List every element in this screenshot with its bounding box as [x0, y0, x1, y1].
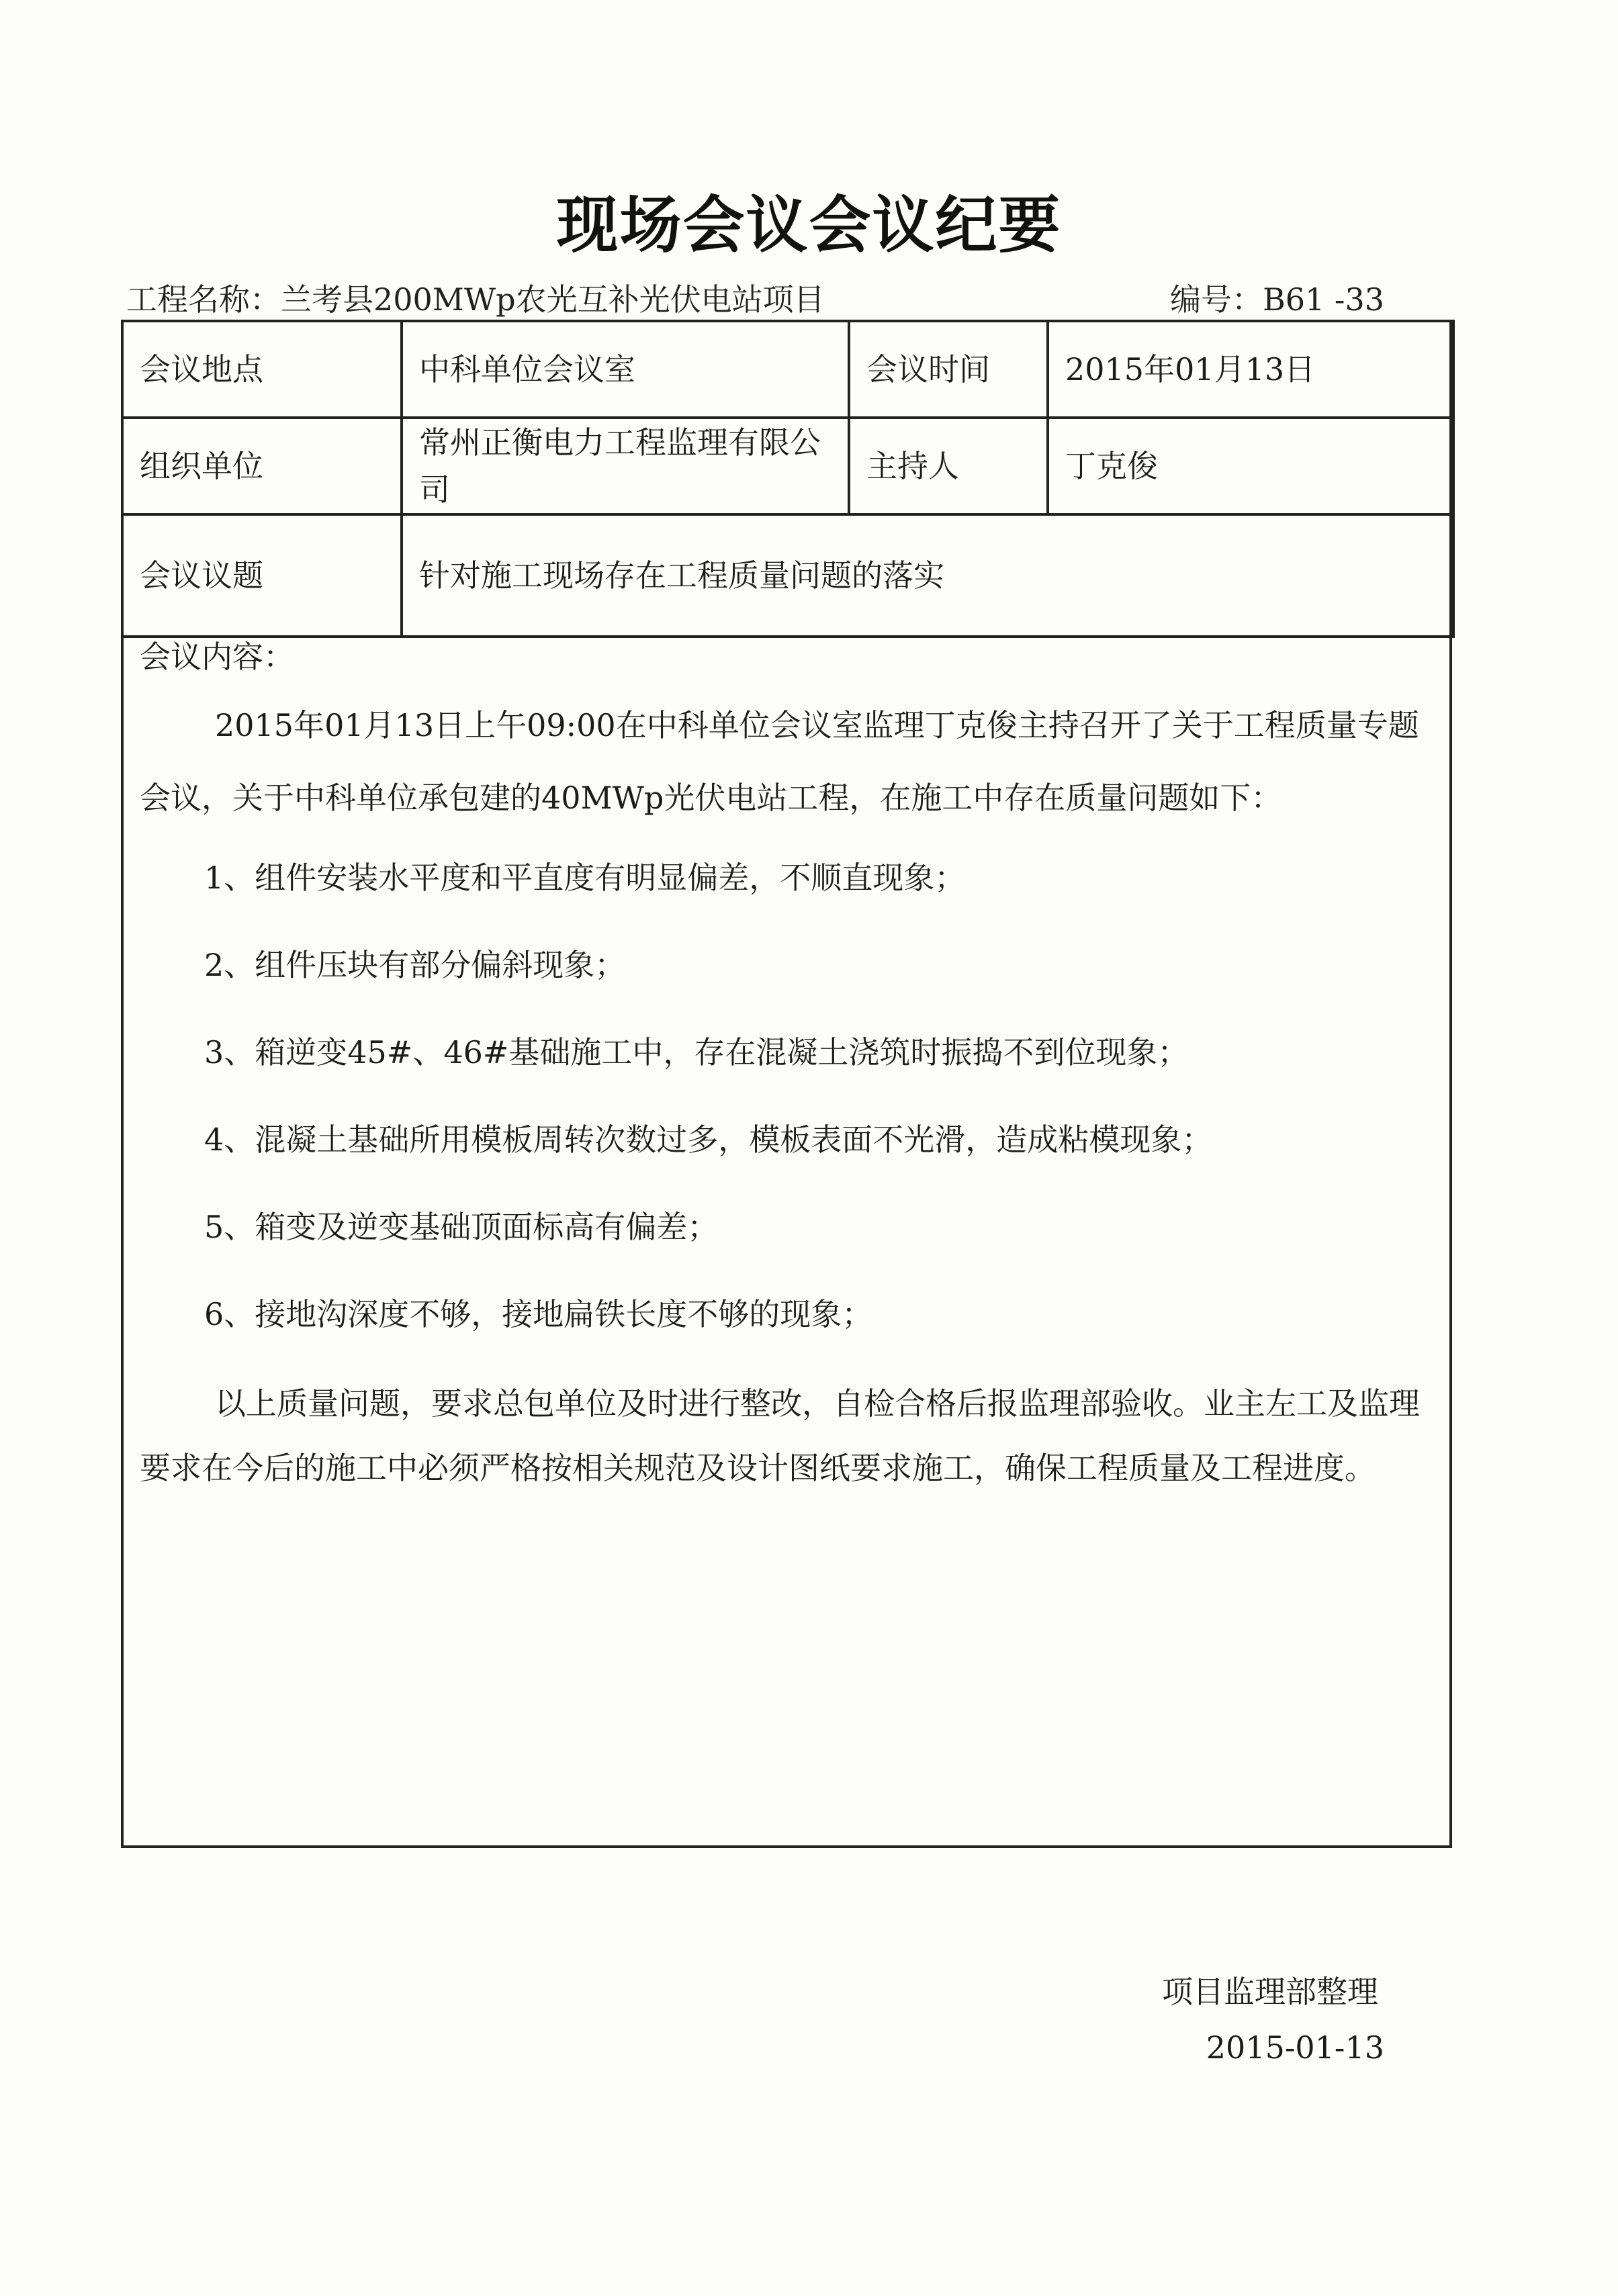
org-value: 常州正衡电力工程监理有限公司 — [402, 418, 849, 514]
content-intro: 2015年01月13日上午09:00在中科单位会议室监理丁克俊主持召开了关于工程质量专题会议，关于中科单位承包建的40MWp光伏电站工程，在施工中存在质量问题如下： — [140, 707, 1419, 816]
table-row — [122, 514, 1453, 637]
meeting-content — [140, 625, 1436, 1500]
location-label: 会议地点 — [122, 321, 402, 418]
list-item: 5、箱变及逆变基础顶面标高有偏差； — [204, 1209, 719, 1245]
project-name: 工程名称：兰考县200MWp农光互补光伏电站项目 — [126, 281, 825, 318]
signature-org: 项目监理部整理 — [1162, 1974, 1378, 2010]
list-item: 2、组件压块有部分偏斜现象； — [204, 947, 626, 983]
content-label: 会议内容： — [140, 639, 294, 675]
content-conclusion: 以上质量问题，要求总包单位及时进行整改，自检合格后报监理部验收。业主左工及监理要求在今后的施工中必须严格按相关规范及设计图纸要求施工，确保工程质量及工程进度。 — [140, 1385, 1420, 1486]
table-row — [122, 418, 1453, 514]
host-value: 丁克俊 — [1048, 418, 1453, 514]
meeting-info-table — [121, 320, 1455, 638]
signature-date: 2015-01-13 — [1206, 2029, 1384, 2066]
time-label: 会议时间 — [849, 321, 1048, 418]
time-value: 2015年01月13日 — [1048, 321, 1453, 418]
list-item: 1、组件安装水平度和平直度有明显偏差，不顺直现象； — [204, 860, 966, 896]
host-label: 主持人 — [849, 418, 1048, 514]
table-row — [122, 321, 1453, 418]
topic-value: 针对施工现场存在工程质量问题的落实 — [402, 514, 1453, 637]
org-label: 组织单位 — [122, 418, 402, 514]
list-item: 6、接地沟深度不够，接地扁铁长度不够的现象； — [204, 1296, 873, 1332]
issue-list — [140, 834, 1436, 1358]
list-item: 4、混凝土基础所用模板周转次数过多，模板表面不光滑，造成粘模现象； — [204, 1121, 1213, 1158]
document-title: 现场会议会议纪要 — [556, 189, 1062, 261]
location-value: 中科单位会议室 — [402, 321, 849, 418]
list-item: 3、箱逆变45#、46#基础施工中，存在混凝土浇筑时振捣不到位现象； — [204, 1034, 1189, 1070]
topic-label: 会议议题 — [122, 514, 402, 637]
document-number: 编号：B61 -33 — [1169, 281, 1384, 318]
